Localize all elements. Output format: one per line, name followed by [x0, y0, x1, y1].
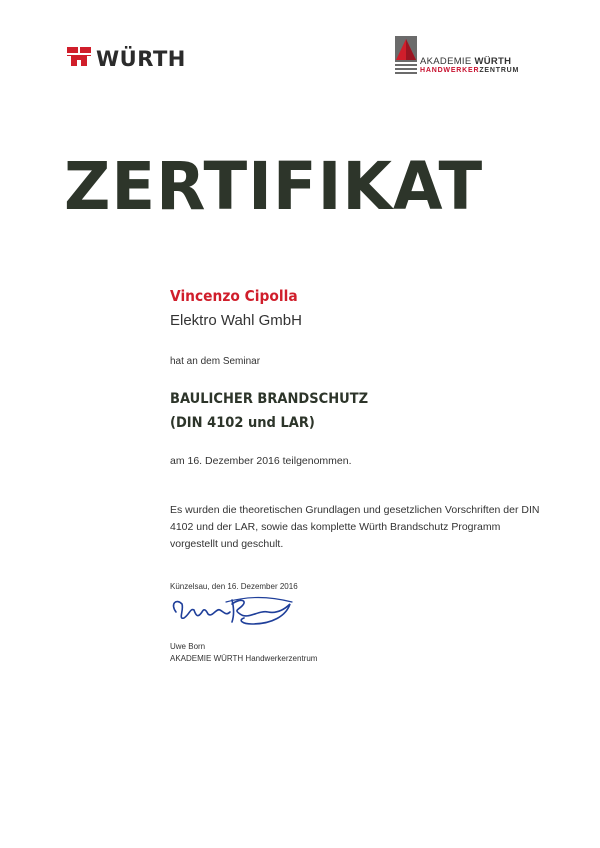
certificate-title: ZERTIFIKAT — [64, 148, 484, 225]
recipient-name: Vincenzo Cipolla — [170, 287, 298, 305]
recipient-company: Elektro Wahl GmbH — [170, 312, 302, 329]
place-and-date: Künzelsau, den 16. Dezember 2016 — [170, 582, 298, 591]
seminar-title — [170, 387, 368, 435]
description-paragraph: Es wurden die theoretischen Grundlagen und gesetzlichen Vorschriften der DIN 4102 und der LAR, sowie das komplette Würth Brandschutz Programm vorgestellt und geschult. — [170, 504, 540, 550]
signer-organization: AKADEMIE WÜRTH Handwerkerzentrum — [170, 654, 318, 663]
intro-text: hat an dem Seminar — [170, 356, 261, 367]
signature — [168, 590, 298, 632]
wurth-logo — [66, 44, 196, 74]
akademie-house-icon — [395, 36, 419, 78]
seminar-title-line1: BAULICHER BRANDSCHUTZ — [170, 391, 369, 407]
akademie-logo-title: AKADEMIE WÜRTH — [420, 56, 512, 67]
signer-name: Uwe Born — [170, 642, 206, 651]
wurth-logo-text: WÜRTH — [96, 47, 186, 71]
seminar-title-line2: (DIN 4102 und LAR) — [170, 415, 315, 431]
akademie-logo — [395, 36, 535, 78]
wurth-emblem-icon — [66, 44, 92, 70]
akademie-logo-subtitle: HANDWERKERZENTRUM — [420, 67, 520, 74]
participation-date: am 16. Dezember 2016 teilgenommen. — [170, 455, 352, 467]
